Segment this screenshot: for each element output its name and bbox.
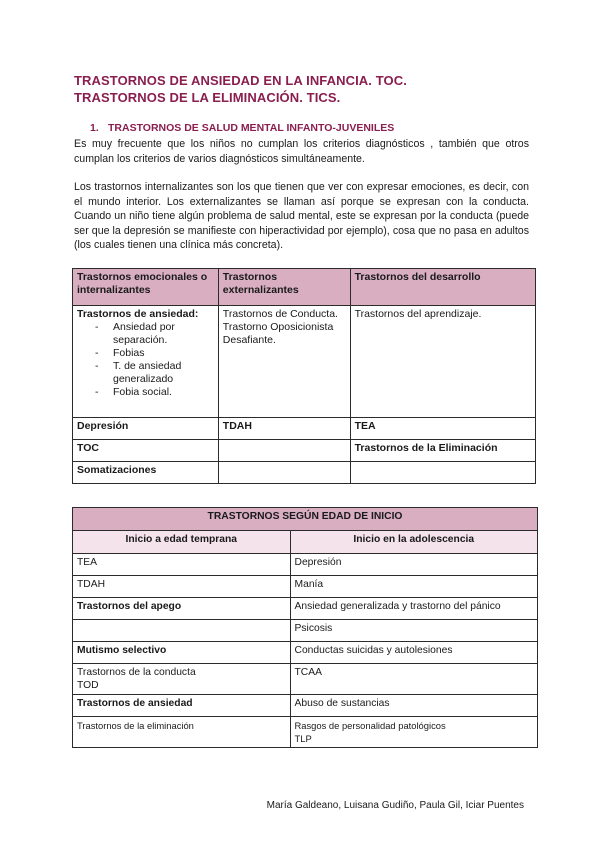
table-cell: TOC — [73, 440, 219, 462]
ansiedad-label: Trastornos de ansiedad: — [77, 308, 199, 320]
table-cell — [73, 620, 291, 642]
table-cell: TDAH — [218, 418, 350, 440]
table-cell: Trastornos de la Eliminación — [350, 440, 535, 462]
section-label: TRASTORNOS DE SALUD MENTAL INFANTO-JUVENILES — [108, 122, 395, 134]
table-cell — [290, 717, 537, 748]
header-adolescencia: Inicio en la adolescencia — [290, 531, 537, 554]
section-number: 1. — [90, 122, 99, 134]
table-row — [73, 418, 536, 440]
list-item: - Ansiedad por separación. — [105, 321, 214, 347]
header-externalizantes: Trastornos externalizantes — [218, 269, 350, 306]
table-cell: Abuso de sustancias — [290, 695, 537, 717]
list-item: - T. de ansiedad generalizado — [105, 360, 214, 386]
table-row — [73, 664, 538, 695]
table-title: TRASTORNOS SEGÚN EDAD DE INICIO — [73, 508, 538, 531]
table-row — [73, 554, 538, 576]
table-cell: Depresión — [73, 418, 219, 440]
ansiedad-list — [77, 321, 214, 399]
table-cell — [218, 462, 350, 484]
table-cell: Manía — [290, 576, 537, 598]
table-cell — [218, 440, 350, 462]
footer-authors: María Galdeano, Luisana Gudiño, Paula Gil, Iciar Puentes — [266, 800, 524, 811]
title-line-1: TRASTORNOS DE ANSIEDAD EN LA INFANCIA. TOC. — [74, 73, 407, 88]
table-cell: Conductas suicidas y autolesiones — [290, 642, 537, 664]
table-row — [73, 462, 536, 484]
table-cell — [73, 664, 291, 695]
disorders-classification-table — [72, 268, 536, 484]
cell-line: TLP — [294, 733, 312, 744]
onset-age-table — [72, 507, 538, 748]
table-row — [73, 695, 538, 717]
table-cell: Depresión — [290, 554, 537, 576]
cell-line: Trastornos de la conducta — [77, 667, 196, 678]
title-line-2: TRASTORNOS DE LA ELIMINACIÓN. TICS. — [74, 90, 341, 105]
table-cell: TEA — [350, 418, 535, 440]
header-temprana: Inicio a edad temprana — [73, 531, 291, 554]
table-cell: TEA — [73, 554, 291, 576]
table-cell: Trastornos de la eliminación — [73, 717, 291, 748]
list-item: - Fobia social. — [105, 386, 214, 399]
paragraph-1: Es muy frecuente que los niños no cumplan los criterios diagnósticos , también que otros cumplan los criterios de varios diagnósticos simultáneamente. — [74, 138, 529, 165]
header-desarrollo: Trastornos del desarrollo — [350, 269, 535, 306]
table-row — [73, 440, 536, 462]
table-cell: Mutismo selectivo — [73, 642, 291, 664]
table-row — [73, 598, 538, 620]
cell-line: Rasgos de personalidad patológicos — [294, 720, 446, 731]
table-header-row — [73, 269, 536, 306]
table-row — [73, 306, 536, 418]
cell-line: TOD — [77, 680, 99, 691]
table-header-row — [73, 531, 538, 554]
table-row — [73, 642, 538, 664]
table-cell — [350, 462, 535, 484]
table-row — [73, 576, 538, 598]
table-cell: Ansiedad generalizada y trastorno del pánico — [290, 598, 537, 620]
externalizantes-cell: Trastornos de Conducta. Trastorno Oposicionista Desafiante. — [218, 306, 350, 418]
section-heading — [90, 122, 394, 134]
ansiedad-cell — [73, 306, 219, 418]
table-title-row — [73, 508, 538, 531]
table-cell: Trastornos del apego — [73, 598, 291, 620]
table-row — [73, 620, 538, 642]
table-cell: Trastornos de ansiedad — [73, 695, 291, 717]
document-title — [74, 72, 407, 106]
list-item: - Fobias — [105, 347, 214, 360]
table-row — [73, 717, 538, 748]
table-cell: TDAH — [73, 576, 291, 598]
desarrollo-cell: Trastornos del aprendizaje. — [350, 306, 535, 418]
table-cell: Somatizaciones — [73, 462, 219, 484]
header-emocionales: Trastornos emocionales o internalizantes — [73, 269, 219, 306]
table-cell: Psicosis — [290, 620, 537, 642]
table-cell: TCAA — [290, 664, 537, 695]
paragraph-2: Los trastornos internalizantes son los que tienen que ver con expresar emociones, es decir, con el mundo interior. Los externalizantes se llaman así porque se expresan con la conducta. Cuando un niño tiene algún problema de salud mental, este se expresan por la conducta (puede ser que la depresión se manifieste con hiperactividad por ejemplo), cosa que no pasa en adultos (los cuales tienen una clínica más concreta). — [74, 181, 529, 252]
